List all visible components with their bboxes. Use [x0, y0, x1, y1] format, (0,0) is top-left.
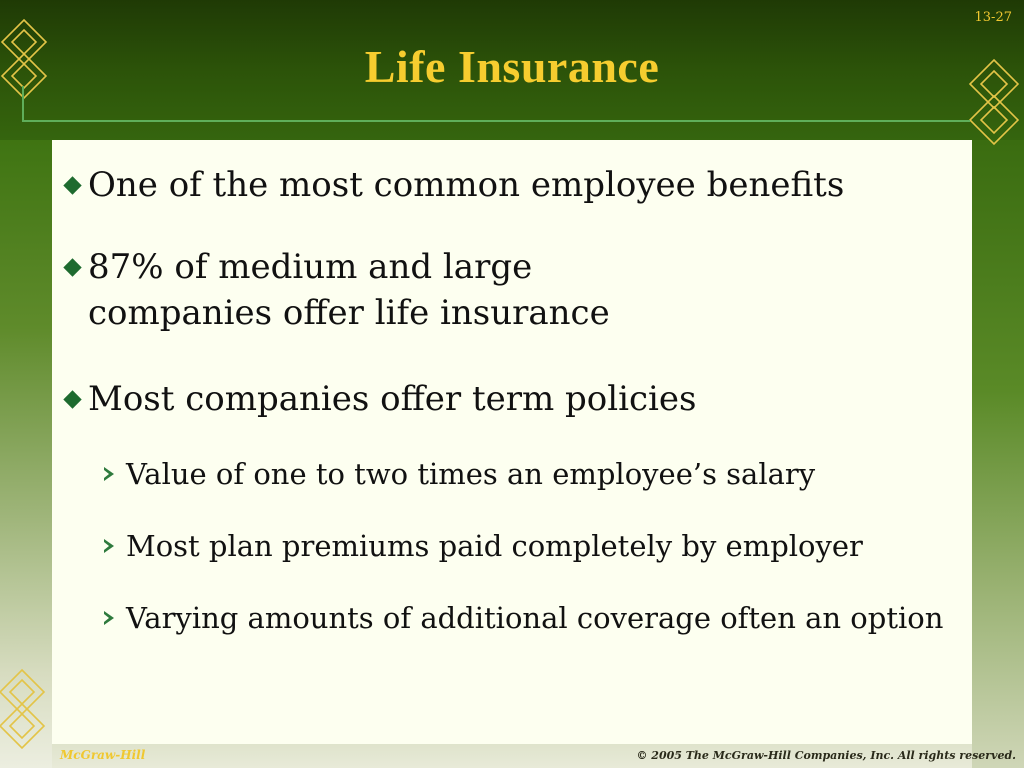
sub-bullet-text: Value of one to two times an employee’s salary [126, 457, 816, 491]
slide-title: Life Insurance [364, 41, 660, 92]
arrowhead-bullet-icon [104, 611, 114, 625]
sub-bullet-text: Varying amounts of additional coverage often an option [126, 601, 944, 635]
sub-bullet-text: Most plan premiums paid completely by employer [126, 529, 863, 563]
arrowhead-bullet-icon [104, 467, 114, 481]
arrowhead-bullet-icon [104, 539, 114, 553]
bullet-item [66, 376, 966, 422]
sub-bullet-item [104, 454, 964, 495]
content-panel [52, 140, 972, 744]
bullet-text: One of the most common employee benefits [88, 165, 845, 205]
right-gradient-band [972, 140, 1024, 768]
sub-bullet-item [104, 598, 964, 639]
title-underline [22, 120, 970, 122]
copyright-notice: © 2005 The McGraw-Hill Companies, Inc. All rights reserved. [636, 749, 1016, 762]
bullet-text-line-1: 87% of medium and large [88, 247, 533, 287]
bullet-text-line-2: companies offer life insurance [88, 293, 610, 333]
bullet-item [66, 162, 966, 208]
bullet-item [66, 244, 966, 336]
bullet-text: Most companies offer term policies [88, 379, 697, 419]
footer [0, 744, 1024, 768]
slide-number: 13-27 [974, 10, 1012, 25]
publisher-name: McGraw-Hill [60, 748, 146, 762]
sub-bullet-item [104, 526, 964, 567]
